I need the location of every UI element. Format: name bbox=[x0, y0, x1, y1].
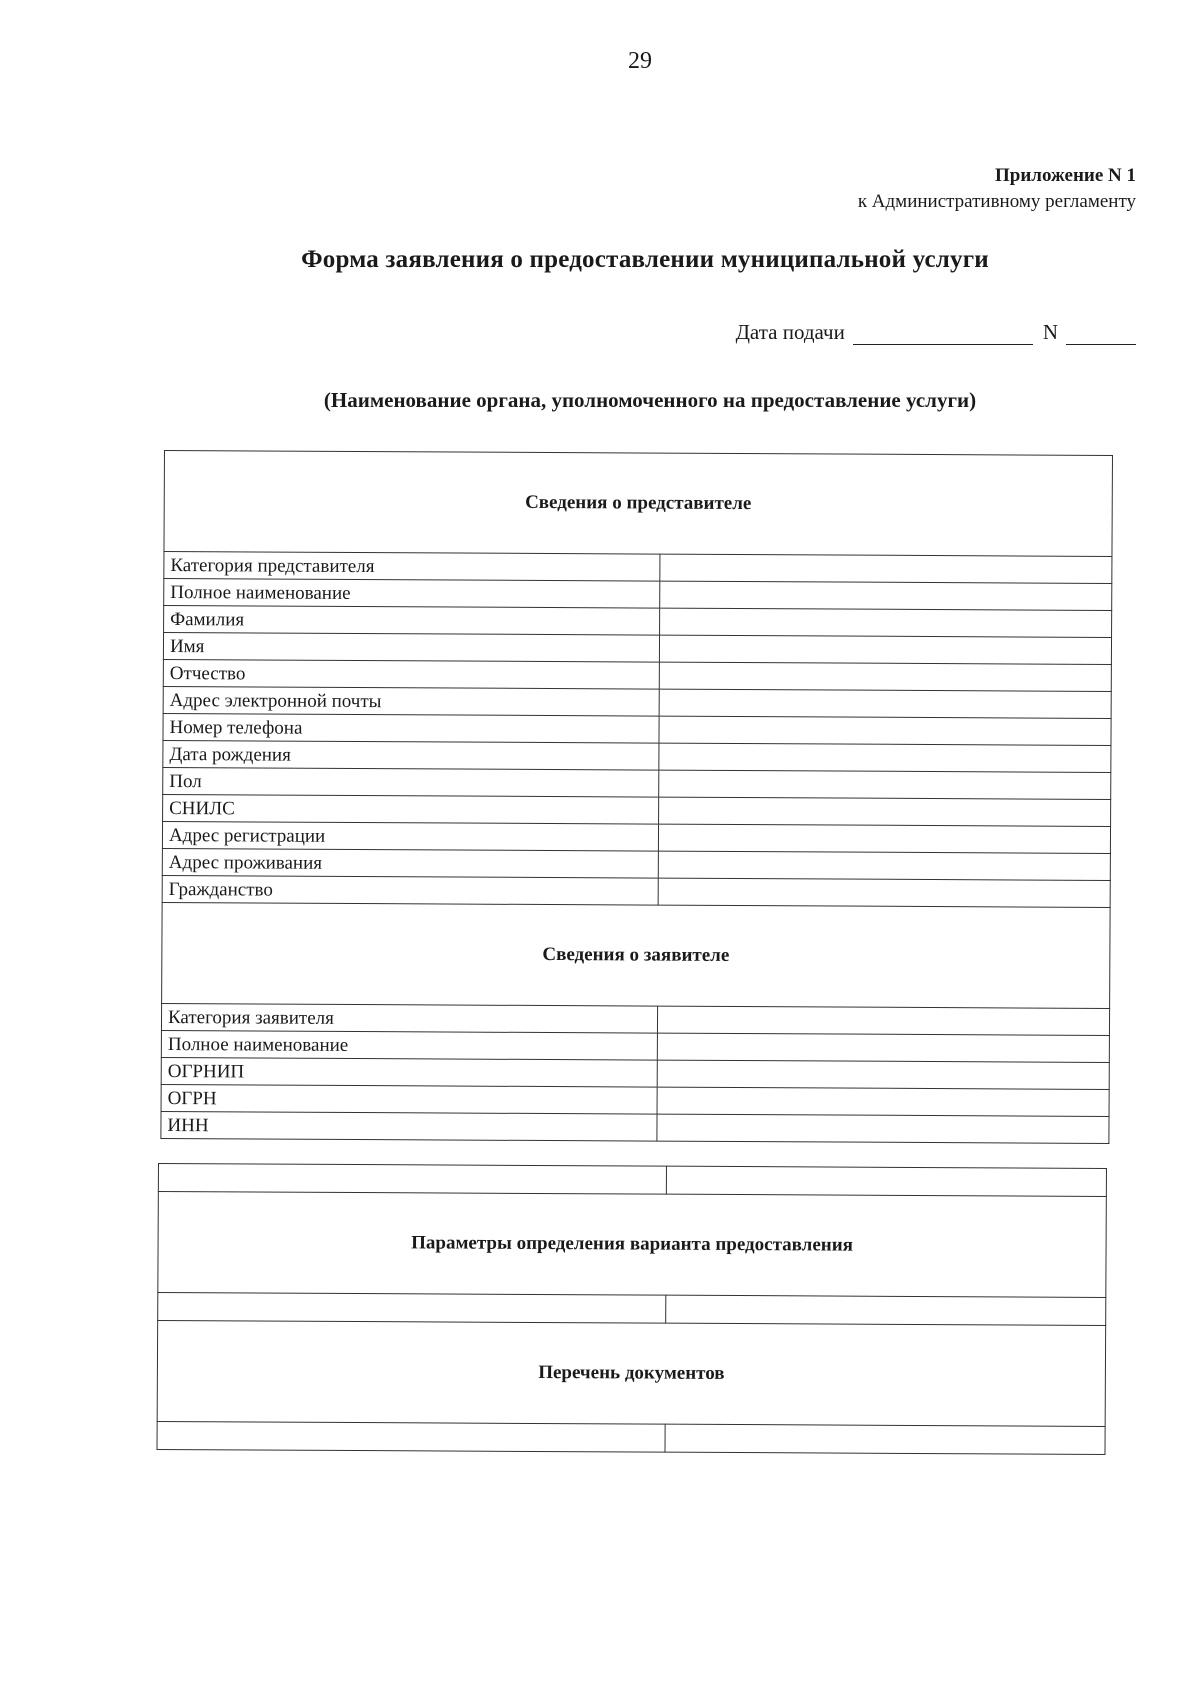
document-title: Форма заявления о предоставлении муниципальной услуги bbox=[301, 246, 989, 273]
appendix-block bbox=[858, 163, 1136, 215]
field-value-cell[interactable] bbox=[659, 770, 1111, 799]
field-label: Номер телефона bbox=[163, 713, 659, 743]
table-row bbox=[161, 1111, 1109, 1143]
field-value-cell[interactable] bbox=[659, 743, 1111, 772]
table-row bbox=[161, 1030, 1109, 1062]
parameters-documents-table bbox=[156, 1163, 1106, 1455]
authority-placeholder: (Наименование органа, уполномоченного на предоставление услуги) bbox=[323, 388, 977, 412]
field-value-cell[interactable] bbox=[666, 1166, 1106, 1196]
field-label: ИНН bbox=[161, 1111, 657, 1141]
table-row bbox=[164, 552, 1112, 584]
field-value-cell[interactable] bbox=[666, 1295, 1106, 1325]
field-value-cell[interactable] bbox=[659, 797, 1111, 826]
field-value-cell[interactable] bbox=[658, 878, 1110, 907]
field-value-cell[interactable] bbox=[657, 1060, 1109, 1089]
field-value-cell[interactable] bbox=[659, 662, 1111, 691]
field-label: СНИЛС bbox=[163, 794, 659, 824]
representative-section-header: Сведения о представителе bbox=[164, 451, 1113, 557]
submission-number-field[interactable] bbox=[1066, 324, 1136, 345]
field-value-cell[interactable] bbox=[157, 1421, 665, 1452]
field-value-cell[interactable] bbox=[659, 635, 1111, 664]
field-label: Имя bbox=[163, 633, 659, 663]
appendix-title: Приложение N 1 bbox=[995, 165, 1136, 186]
field-value-cell[interactable] bbox=[659, 689, 1111, 718]
field-label: ОГРН bbox=[161, 1084, 657, 1114]
field-label: Полное наименование bbox=[161, 1030, 657, 1060]
field-label: ОГРНИП bbox=[161, 1057, 657, 1087]
field-label: Пол bbox=[163, 767, 659, 797]
submission-number-label: N bbox=[1042, 320, 1058, 344]
table-row bbox=[163, 686, 1111, 718]
field-value-cell[interactable] bbox=[657, 1006, 1109, 1035]
field-label: Дата рождения bbox=[163, 740, 659, 770]
table-row bbox=[157, 1421, 1105, 1454]
field-value-cell[interactable] bbox=[660, 608, 1112, 637]
field-value-cell[interactable] bbox=[658, 824, 1110, 853]
applicant-form-table bbox=[160, 450, 1113, 1144]
table-row bbox=[164, 579, 1112, 611]
field-label: Полное наименование bbox=[164, 579, 660, 609]
field-value-cell[interactable] bbox=[658, 851, 1110, 880]
submission-line bbox=[736, 320, 1136, 345]
table-row bbox=[162, 848, 1110, 880]
field-label: Гражданство bbox=[162, 875, 658, 905]
field-value-cell[interactable] bbox=[665, 1424, 1105, 1454]
field-value-cell[interactable] bbox=[660, 581, 1112, 610]
field-label: Адрес регистрации bbox=[162, 821, 658, 851]
field-label: Адрес электронной почты bbox=[163, 686, 659, 716]
field-value-cell[interactable] bbox=[657, 1033, 1109, 1062]
field-value-cell[interactable] bbox=[660, 554, 1112, 583]
page-number: 29 bbox=[628, 48, 652, 74]
field-value-cell[interactable] bbox=[659, 716, 1111, 745]
field-value-cell[interactable] bbox=[657, 1114, 1109, 1143]
table-row bbox=[162, 821, 1110, 853]
field-label: Категория представителя bbox=[164, 552, 660, 582]
field-label: Категория заявителя bbox=[161, 1003, 657, 1033]
field-label: Фамилия bbox=[164, 606, 660, 636]
submission-date-label: Дата подачи bbox=[735, 320, 845, 344]
field-value-cell[interactable] bbox=[158, 1164, 666, 1195]
field-label: Адрес проживания bbox=[162, 848, 658, 878]
table-row bbox=[161, 1003, 1109, 1035]
field-value-cell[interactable] bbox=[158, 1293, 666, 1324]
submission-date-field[interactable] bbox=[853, 324, 1033, 345]
applicant-section-header: Сведения о заявителе bbox=[162, 902, 1111, 1008]
documents-section-header: Перечень документов bbox=[157, 1321, 1106, 1427]
appendix-subtitle: к Административному регламенту bbox=[857, 191, 1136, 212]
field-label: Отчество bbox=[163, 659, 659, 689]
field-value-cell[interactable] bbox=[657, 1087, 1109, 1116]
parameters-section-header: Параметры определения варианта предоставления bbox=[158, 1192, 1107, 1298]
